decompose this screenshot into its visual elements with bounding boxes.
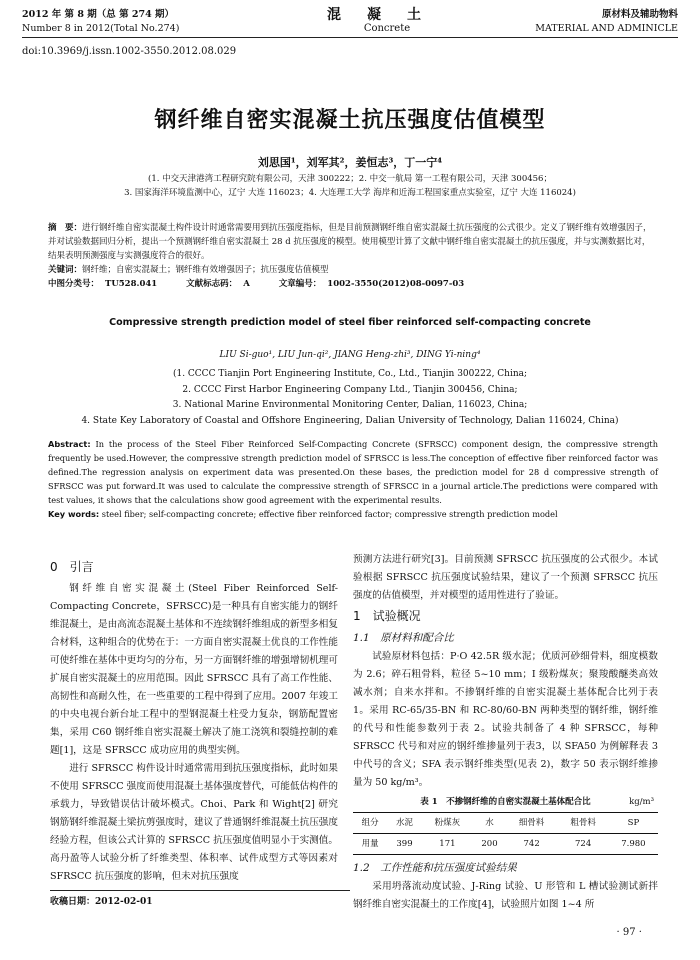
clc-label: 中图分类号： <box>48 279 100 289</box>
paragraph: 采用坍落流动度试验、J-Ring 试验、U 形管和 L 槽试验测试新拌钢纤维自密实混凝土的工作度[4]，试验照片如图 1~4 所 <box>353 881 658 910</box>
keywords-label: Key words: <box>48 509 100 519</box>
table-cell: 171 <box>422 834 473 855</box>
article-no-value: 1002-3550(2012)08-0097-03 <box>327 279 465 289</box>
table-cell: 7.980 <box>609 834 658 855</box>
section-zh: 原材料及辅助物料 <box>601 9 678 20</box>
table-unit: kg/m³ <box>629 797 654 807</box>
authors-zh: 刘思国¹，刘军其²，姜恒志³，丁一宁⁴ <box>257 156 443 169</box>
abstract-en <box>48 437 658 521</box>
doc-code-value: A <box>243 279 250 289</box>
journal-zh: 混凝土 <box>327 7 447 23</box>
table-row <box>353 834 658 855</box>
received-date: 收稿日期：2012-02-01 <box>50 890 350 911</box>
abstract-label: Abstract: <box>48 439 91 449</box>
table-title: 表 1 不掺钢纤维的自密实混凝土基体配合比 <box>420 797 591 807</box>
table-cell: 200 <box>473 834 506 855</box>
section-heading: 0 引言 <box>50 560 94 574</box>
affiliation-line: 4. State Key Laboratory of Coastal and Offshore Engineering, Dalian University of Technology, Dalian 116024, China) <box>81 415 619 426</box>
doc-code-label: 文献标志码： <box>186 279 238 289</box>
keywords-label: 关键词： <box>48 265 83 275</box>
table-cell: 399 <box>387 834 421 855</box>
table-header-cell: 水泥 <box>387 813 421 834</box>
affiliation-line: (1. CCCC Tianjin Port Engineering Institute, Co., Ltd., Tianjin 300222, China; <box>172 369 528 379</box>
table-cell: 724 <box>557 834 608 855</box>
keywords-text: steel fiber; self-compacting concrete; effective fiber reinforced factor; compressive strength prediction model <box>101 509 558 519</box>
issue-info <box>22 8 179 36</box>
article-no-label: 文章编号： <box>278 279 322 289</box>
mix-proportion-table <box>353 812 658 855</box>
subsection-heading: 1.2 工作性能和抗压强度试验结果 <box>353 862 517 874</box>
table-header-cell: 粉煤灰 <box>422 813 473 834</box>
paragraph: 预测方法进行研究[3]。目前预测 SFRSCC 抗压强度的公式很少。本试验根据 SFRSCC 抗压强度试验结果，建议了一个预测 SFRSCC 抗压强度的估值模型，并对模型的适用性进行了验证。 <box>353 554 658 601</box>
authors-en: LIU Si-guo¹, LIU Jun-qi², JIANG Heng-zhi³, DING Yi-ning⁴ <box>219 350 481 360</box>
abstract-text: 进行钢纤维自密实混凝土构件设计时通常需要用到抗压强度指标，但是目前预测钢纤维自密实混凝土抗压强度的公式很少。定义了钢纤维有效增强因子，并对试验数据回归分析，提出一个预测钢纤维自密实混凝土 28 d 抗压强度的模型。使用模型计算了文献中钢纤维自密实混凝土的抗压强度，并与实测数据比对，结果表明预测强度与实测强度符合的很好。 <box>48 223 652 261</box>
affiliation-line: 3. National Marine Environmental Monitoring Center, Dalian, 116023, China; <box>172 400 528 410</box>
section-en: MATERIAL AND ADMINICLE <box>535 23 678 34</box>
paper-title-zh: 钢纤维自密实混凝土抗压强度估值模型 <box>154 108 546 133</box>
table-header-cell: SP <box>609 813 658 834</box>
table-header-cell: 组分 <box>353 813 387 834</box>
affiliation-line: (1. 中交天津港湾工程研究院有限公司，天津 300222；2. 中交一航局 第一工程有限公司，天津 300456； <box>148 174 552 184</box>
affiliations-en <box>0 367 700 429</box>
running-header <box>22 8 678 38</box>
affiliations-zh <box>0 172 700 200</box>
paragraph: 进行 SFRSCC 构件设计时通常需用到抗压强度指标，此时如果不使用 SFRSCC 强度而使用混凝土基体强度替代，可能低估构件的承载力，导致错误估计破坏模式。Choi、Park 和 Wight[2] 研究钢筋钢纤维混凝土梁抗剪强度时，建议了普通钢纤维混凝土抗压强度经验方程，但该公式计算的 SFRSCC 抗压强度值明显小于实测值。高丹盈等人试验分析了纤维类型、体积率、试件成型方式等因素对 SFRSCC 抗压强度的影响，但未对抗压强度 <box>50 763 338 882</box>
affiliation-line: 2. CCCC First Harbor Engineering Company Ltd., Tianjin 300456, China; <box>182 384 518 395</box>
section-heading: 1 试验概况 <box>353 609 421 623</box>
table-header-cell: 细骨料 <box>506 813 557 834</box>
left-column <box>50 556 338 911</box>
abstract-label: 摘 要： <box>48 223 83 233</box>
affiliation-line: 3. 国家海洋环境监测中心，辽宁 大连 116023；4. 大连理工大学 海岸和近海工程国家重点实验室，辽宁 大连 116024) <box>124 188 576 198</box>
table-header-cell: 粗骨料 <box>557 813 608 834</box>
table-header-row <box>353 813 658 834</box>
paragraph: 试验原材料包括：P·O 42.5R 级水泥；优质河砂细骨料，细度模数为 2.6；碎石粗骨料，粒径 5~10 mm；I 级粉煤灰；聚羧酸醚类高效减水剂；自来水拌和。不掺钢纤维的自密实混凝土基体配合比列于表 1。采用 RC-65/35-BN 和 RC-80/60-BN 两种类型的钢纤维，钢纤维的代号和性能参数列于表 2。试验共制备了 4 种 SFRSCC，每种 SFRSCC 代号和对应的钢纤维掺量列于表3，以 SFA50 为例解释表 3 中代号的含义；SFA 表示钢纤维类型(见表 2)，数字 50 表示钢纤维掺量为 50 kg/m³。 <box>353 651 658 788</box>
doi: doi:10.3969/j.issn.1002-3550.2012.08.029 <box>22 46 237 57</box>
page-number: · 97 · <box>616 927 642 938</box>
issue-zh: 2012 年 第 8 期（总 第 274 期） <box>22 9 175 20</box>
table-header-cell: 水 <box>473 813 506 834</box>
section-info <box>535 8 678 36</box>
paragraph: 钢纤维自密实混凝土(Steel Fiber Reinforced Self-Compacting Concrete，SFRSCC)是一种具有自密实能力的钢纤维混凝土，是由高流态混凝土基体和不连续钢纤维组成的新型多相复合材料，这种组合的优势在于：一方面自密实混凝土优良的工作性能可使纤维在基体中更均匀的分布，另一方面钢纤维的增强增韧机理可扩展自密实混凝土的应用范围。因此 SFRSCC 具有了高工作性能、高韧性和高耐久性，在一些重要的工程中得到了应用。2007 年竣工的中央电视台新台址工程中的型钢混凝土柱受力复杂，钢筋配置密集，采用 C60 钢纤维自密实混凝土解决了施工浇筑和裂缝控制的难题[1]，这是 SFRSCC 成功应用的典型实例。 <box>50 583 338 756</box>
journal-en: Concrete <box>363 23 411 34</box>
table-caption <box>353 793 658 811</box>
issue-en: Number 8 in 2012(Total No.274) <box>22 23 180 34</box>
paper-title-en: Compressive strength prediction model of steel fiber reinforced self-compacting concrete <box>109 317 591 328</box>
subsection-heading: 1.1 原材料和配合比 <box>353 632 454 644</box>
abstract-zh <box>48 221 658 291</box>
table-cell: 用量 <box>353 834 387 855</box>
clc-value: TU528.041 <box>105 279 158 289</box>
table-cell: 742 <box>506 834 557 855</box>
abstract-text: In the process of the Steel Fiber Reinforced Self-Compacting Concrete (SFRSCC) component design, the compressive strength frequently be used.However, the compressive strength prediction model of SFRSCC is less.The conception of effective fiber reinforced factor was defined.The regression analysis on experiment data was presented.On these bases, the prediction model for 28 d compressive strength of SFRSCC was put forward.It was used to calculate the compressive strength of SFRSCC in a journal article.The predictions were compared with test values, it shows that the calculations show good agreement with the experimental results. <box>48 439 658 505</box>
classification-row <box>48 277 658 291</box>
journal-name <box>322 8 452 36</box>
right-column <box>353 551 658 914</box>
keywords-text: 钢纤维；自密实混凝土；钢纤维有效增强因子；抗压强度估值模型 <box>82 265 329 275</box>
